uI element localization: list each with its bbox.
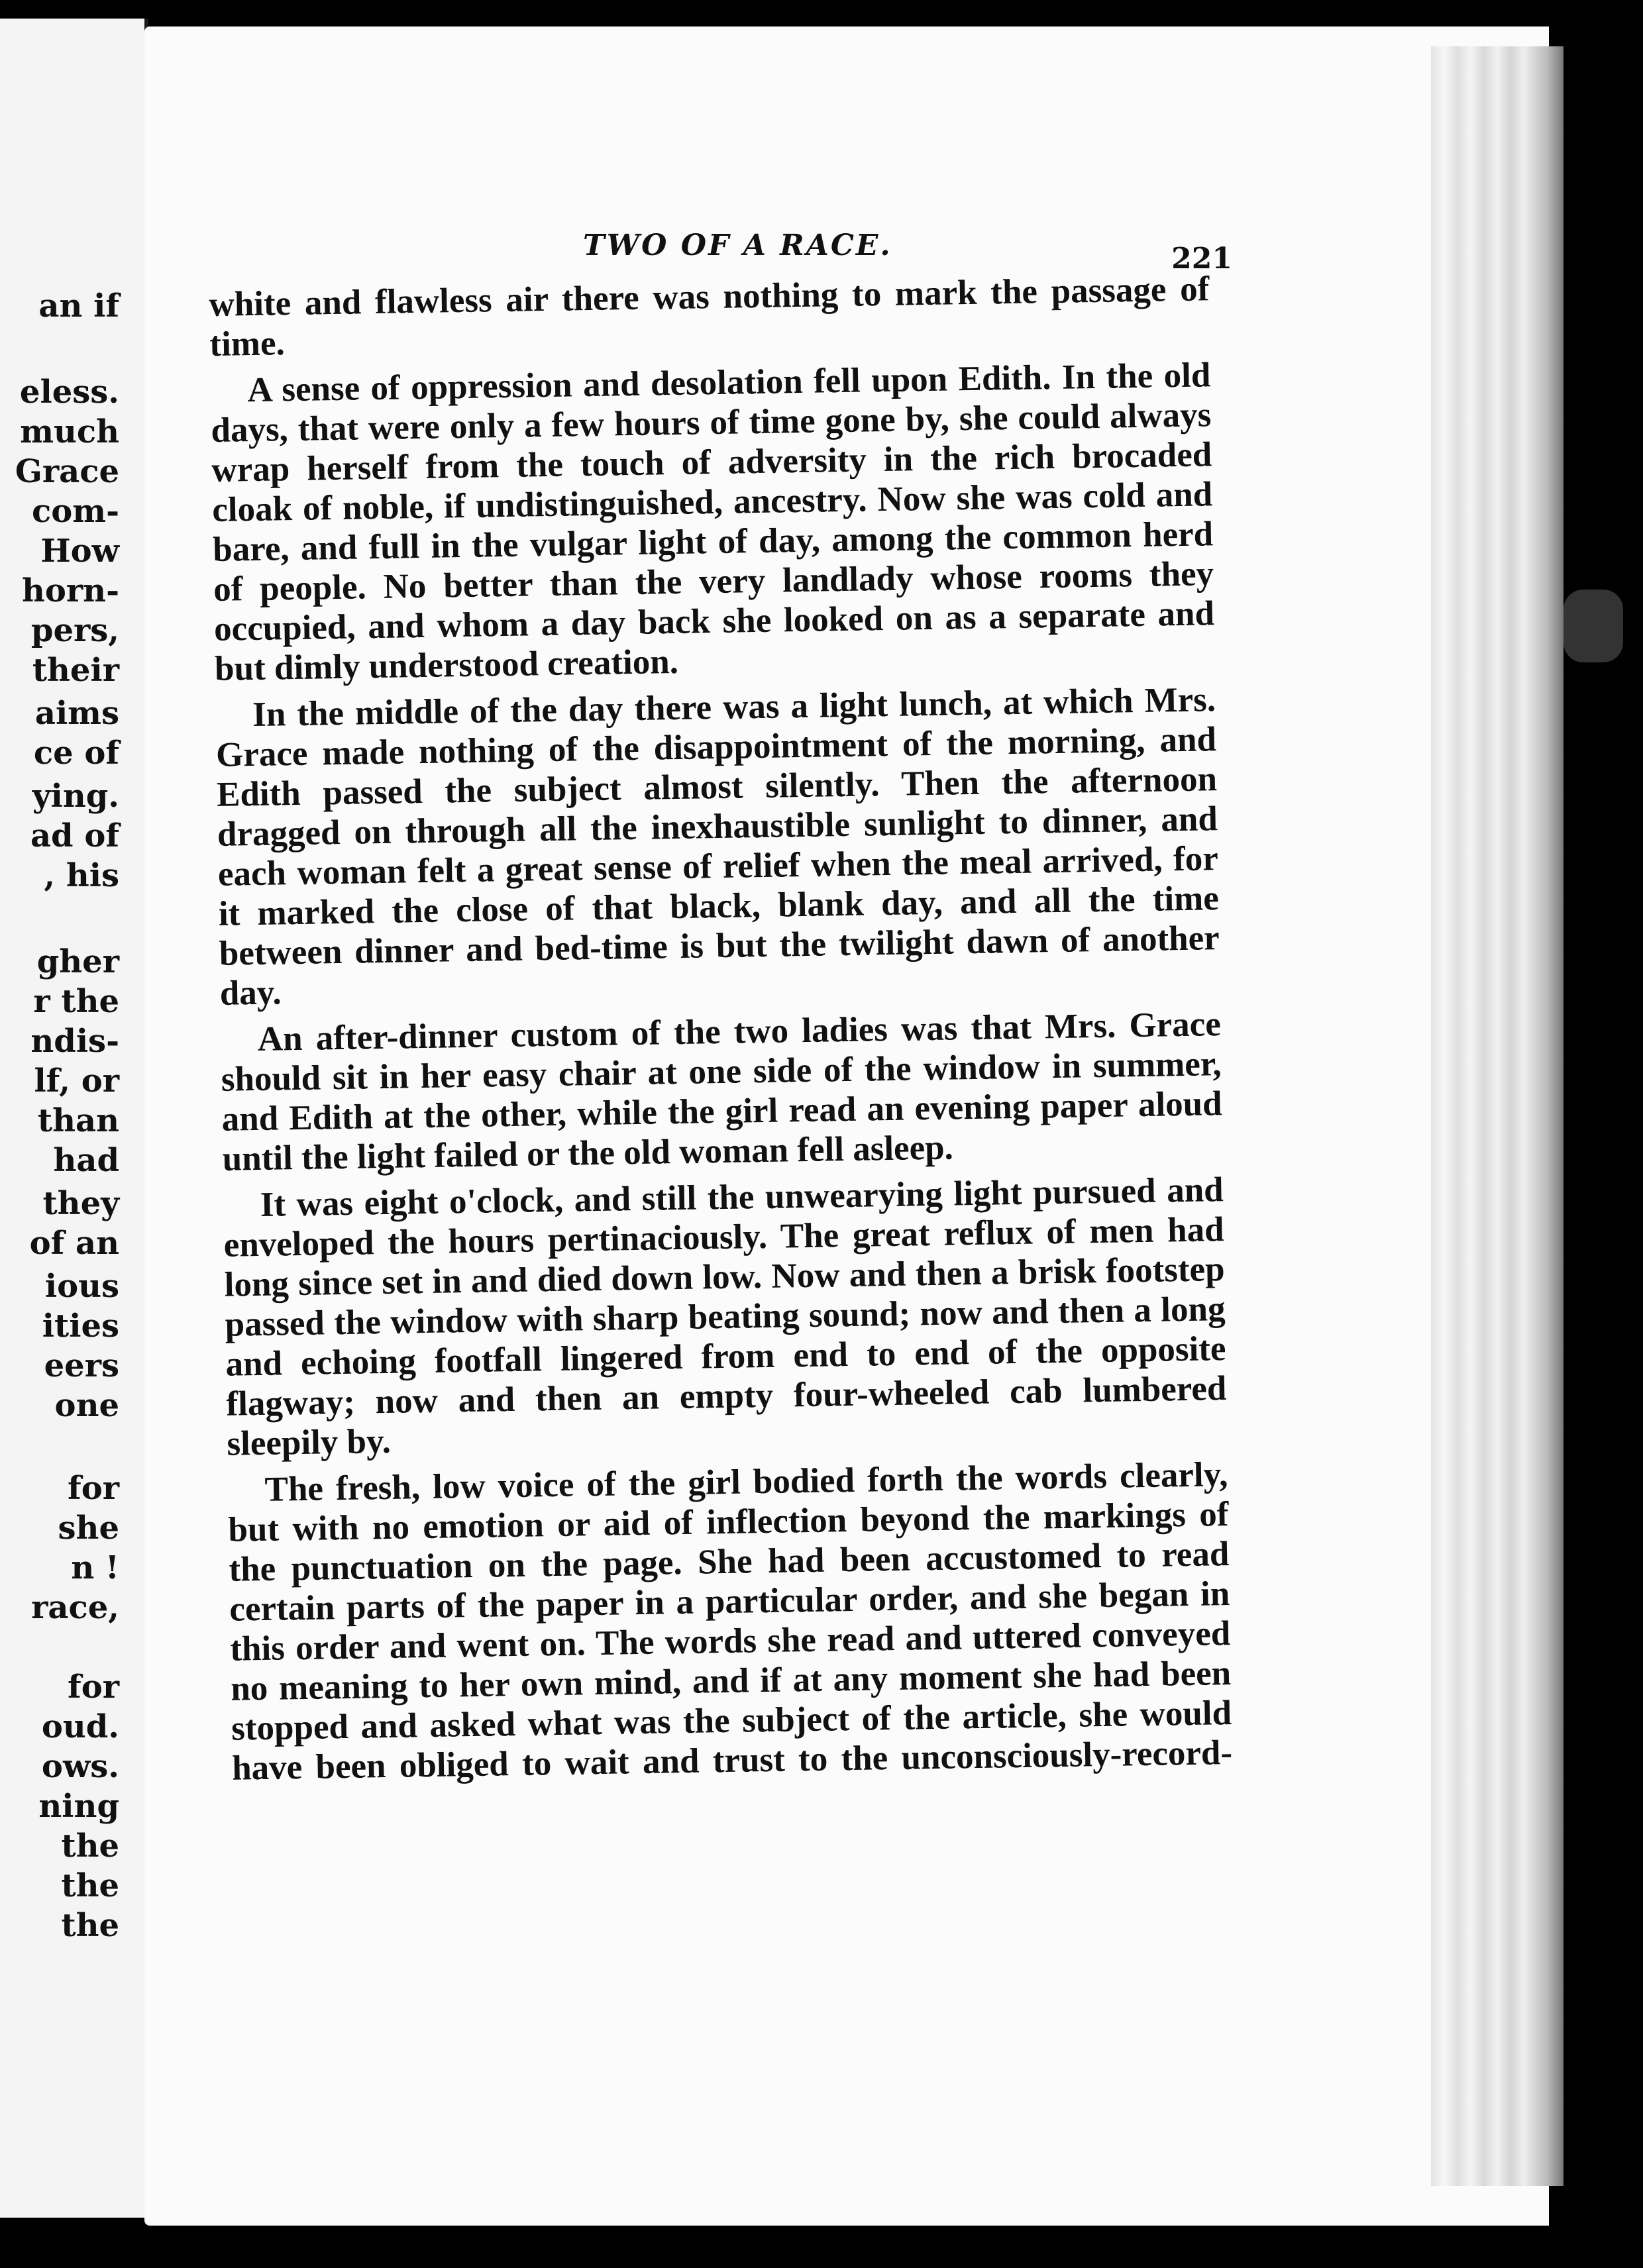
left-fragment: ndis- [30, 1023, 119, 1060]
left-fragment: r the [33, 983, 119, 1020]
left-fragment: for [68, 1470, 119, 1507]
left-fragment: pers, [30, 612, 119, 649]
left-fragment: eers [44, 1347, 119, 1384]
left-fragment: ning [38, 1788, 119, 1825]
left-fragment: one [54, 1387, 119, 1424]
paragraph: It was eight o'clock, and still the unwearying light pursued and enveloped the hours pertinaciously. The great reflux of men had long since set in and died down low. Now and then a brisk footstep passed the window with sharp beating sound; now and then a long and echoing footfall lingered from end to end of the opposite flagway; now and then an empty four-wheeled cab lumbered sleepily by. [223, 1170, 1227, 1463]
left-fragment: had [53, 1142, 119, 1179]
left-fragment: of an [29, 1225, 119, 1262]
paragraph: In the middle of the day there was a light lunch, at which Mrs. Grace made nothing of the disappointment of the morning, and Edith passed the subject almost silently. Then the afternoon dragged on through all the inexhaustible sunlight to dinner, and each woman felt a great sense of relief when the meal arrived, for it marked the close of that black, blank day, and all the time between dinner and bed-time is but the twilight dawn of another day. [215, 680, 1220, 1013]
left-fragment: ce of [33, 735, 119, 772]
left-fragment: an if [38, 287, 119, 325]
paragraph: An after-dinner custom of the two ladies was that Mrs. Grace should sit in her easy chair at one side of the window in summer, and Edith at the other, while the girl read an evening paper aloud until the light failed or the old woman fell asleep. [221, 1005, 1223, 1178]
paragraph: The fresh, low voice of the girl bodied forth the words clearly, but with no emotion or aid of inflection beyond the markings of the punctuation on the page. She had been accustomed to read certain parts of the paper in a particular order, and she began in this order and went on. The words she read and uttered conveyed no meaning to her own mind, and if at any moment she had been stopped and asked what was the subject of the article, she would have been obliged to wait and trust to the unconsciously-record- [228, 1455, 1233, 1788]
left-fragment: ities [42, 1308, 119, 1345]
left-fragment: than [37, 1102, 119, 1139]
left-fragment: ad of [30, 817, 119, 854]
left-fragment: they [42, 1185, 119, 1222]
left-fragment: the [61, 1828, 119, 1865]
left-fragment: lf, or [34, 1062, 119, 1100]
body-text [209, 269, 1233, 1794]
left-fragment: for [68, 1669, 119, 1706]
left-fragment: ows. [41, 1748, 119, 1785]
paragraph: A sense of oppression and desolation fell upon Edith. In the old days, that were only a few hours of time gone by, she could always wrap herself from the touch of adversity in the rich brocaded cloak of noble, if undistinguished, ancestry. Now she was cold and bare, and full in the vulgar light of day, among the common herd of people. No better than the very landlady whose rooms they occupied, and whom a day back she looked on as a separate and but dimly understood creation. [211, 356, 1215, 688]
paragraph: white and flawless air there was nothing to mark the passage of time. [209, 270, 1210, 364]
left-fragment: horn- [21, 572, 119, 609]
page-header [225, 229, 1232, 275]
left-fragment: n ! [71, 1549, 119, 1586]
left-fragment: the [61, 1867, 119, 1904]
left-page-edge [0, 19, 148, 2218]
left-fragment: the [61, 1907, 119, 1944]
left-fragment: Grace [15, 453, 119, 490]
left-fragment: , his [44, 857, 119, 894]
left-fragment: she [58, 1510, 119, 1547]
left-fragment: eless. [19, 374, 119, 411]
left-fragment: aims [34, 695, 119, 732]
left-fragment: com- [32, 493, 119, 530]
page-edge-mark [1564, 590, 1623, 662]
left-fragment: gher [36, 943, 119, 980]
left-fragment: much [20, 413, 119, 450]
page-edges [1431, 46, 1564, 2186]
left-fragment: their [32, 652, 119, 689]
left-fragment: oud. [41, 1708, 119, 1745]
page-number: 221 [1171, 242, 1232, 276]
left-fragment: How [40, 533, 119, 570]
left-fragment: ying. [32, 778, 119, 815]
left-fragment: ious [44, 1268, 119, 1305]
left-fragment: race, [31, 1589, 119, 1626]
running-title: TWO OF A RACE. [583, 229, 892, 262]
